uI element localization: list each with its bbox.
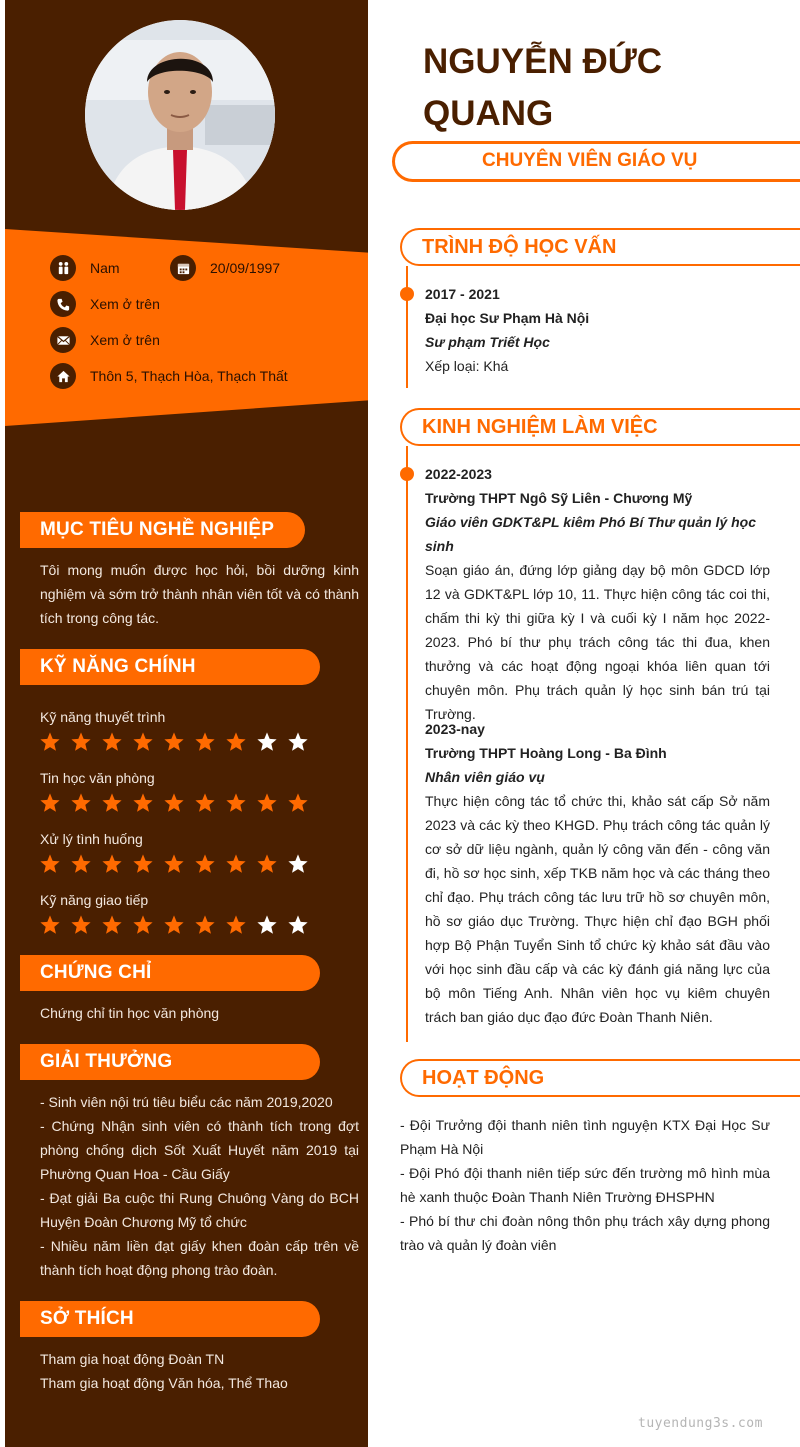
address-row (50, 363, 288, 389)
activity-item: - Phó bí thư chi đoàn nông thôn phụ trách xây dựng phong trào và quản lý đoàn viên (400, 1213, 770, 1253)
birthday-row (170, 255, 280, 281)
experience-company: Trường THPT Hoàng Long - Ba Đình (425, 745, 667, 761)
objective-title: MỤC TIÊU NGHỀ NGHIỆP (20, 512, 305, 548)
certificates-title: CHỨNG CHỈ (20, 955, 320, 991)
activities-list (400, 1113, 770, 1257)
experience-entry (425, 717, 770, 1029)
skill-rating (38, 853, 310, 875)
star-filled-icon (162, 792, 186, 814)
experience-period: 2022-2023 (425, 466, 492, 482)
email-row (50, 327, 160, 353)
star-filled-icon (69, 731, 93, 753)
star-filled-icon (69, 792, 93, 814)
awards-text: - Sinh viên nội trú tiêu biểu các năm 2019,2020 - Chứng Nhận sinh viên có thành tích trong đợt phòng chống dịch Sốt Xuất Huyết năm 2019 tại Phường Quan Hoa - Cầu Giấy - Đạt giải Ba cuộc thi Rung Chuông Vàng do BCH Huyện Đoàn Chương Mỹ tổ chức - Nhiều năm liền đạt giấy khen đoàn cấp trên về thành tích hoạt động phong trào đoàn. (40, 1094, 359, 1278)
email-value[interactable]: Xem ở trên (90, 332, 160, 348)
experience-position: Giáo viên GDKT&PL kiêm Phó Bí Thư quản lý học sinh (425, 514, 757, 554)
star-filled-icon (131, 914, 155, 936)
star-filled-icon (38, 853, 62, 875)
skill-rating (38, 914, 310, 936)
gender-icon (50, 255, 76, 281)
experience-entry (425, 462, 770, 726)
hobbies-list (40, 1347, 359, 1395)
experience-company: Trường THPT Ngô Sỹ Liên - Chương Mỹ (425, 490, 693, 506)
hobby-item: Tham gia hoạt động Văn hóa, Thể Thao (40, 1375, 288, 1391)
address-value: Thôn 5, Thạch Hòa, Thạch Thất (90, 368, 288, 384)
star-empty-icon (286, 853, 310, 875)
gender-row (50, 255, 120, 281)
star-filled-icon (38, 731, 62, 753)
experience-timeline (406, 446, 408, 1042)
awards-title: GIẢI THƯỞNG (20, 1044, 320, 1080)
star-filled-icon (224, 731, 248, 753)
star-filled-icon (100, 853, 124, 875)
star-filled-icon (69, 914, 93, 936)
hobby-item: Tham gia hoạt động Đoàn TN (40, 1351, 225, 1367)
watermark: tuyendung3s.com (638, 1416, 763, 1431)
activity-item: - Đội Trưởng đội thanh niên tình nguyện KTX Đại Học Sư Phạm Hà Nội (400, 1117, 770, 1157)
birthday-value: 20/09/1997 (210, 260, 281, 276)
star-filled-icon (286, 792, 310, 814)
education-title: TRÌNH ĐỘ HỌC VẤN (422, 236, 617, 258)
star-filled-icon (193, 914, 217, 936)
star-filled-icon (162, 914, 186, 936)
left-column (5, 0, 368, 1447)
phone-row (50, 291, 160, 317)
activity-item: - Đội Phó đội thanh niên tiếp sức đến trường mô hình mùa hè xanh thuộc Đoàn Thanh Niên Trường ĐHSPHN (400, 1165, 770, 1205)
education-grade: Xếp loại: Khá (425, 358, 509, 374)
star-empty-icon (255, 731, 279, 753)
timeline-dot (400, 287, 414, 301)
experience-period: 2023-nay (425, 721, 485, 737)
star-filled-icon (100, 914, 124, 936)
star-filled-icon (193, 853, 217, 875)
experience-description: Soạn giáo án, đứng lớp giảng dạy bộ môn GDCD lớp 12 và GDKT&PL lớp 10, 11. Thực hiện công tác coi thi, chấm thi kỳ thi giữa kỳ I và cuối kỳ I năm học 2022-2023. Phó bí thư phụ trách công tác thi đua, khen thưởng và các hoạt động ngoại khóa liên quan tới chuyên môn. Phụ trách quản lý học sinh bán trú tại Trường. (425, 562, 770, 722)
gender-value: Nam (90, 260, 120, 276)
education-timeline (406, 266, 408, 388)
skills-title: KỸ NĂNG CHÍNH (20, 649, 320, 685)
star-filled-icon (131, 853, 155, 875)
star-filled-icon (162, 853, 186, 875)
education-period: 2017 - 2021 (425, 286, 500, 302)
certificates-text: Chứng chỉ tin học văn phòng (40, 1005, 220, 1021)
star-filled-icon (193, 731, 217, 753)
star-filled-icon (69, 853, 93, 875)
full-name: NGUYỄN ĐỨC QUANG (423, 42, 663, 133)
skill-name: Tin học văn phòng (40, 770, 155, 786)
experience-title: KINH NGHIỆM LÀM VIỆC (422, 416, 658, 438)
mail-icon (50, 327, 76, 353)
skill-name: Kỹ năng giao tiếp (40, 892, 149, 908)
phone-icon (50, 291, 76, 317)
star-filled-icon (131, 792, 155, 814)
star-filled-icon (100, 792, 124, 814)
activities-title: HOẠT ĐỘNG (422, 1067, 545, 1089)
star-filled-icon (38, 792, 62, 814)
job-title: CHUYÊN VIÊN GIÁO VỤ (482, 150, 698, 171)
experience-position: Nhân viên giáo vụ (425, 769, 545, 785)
star-filled-icon (193, 792, 217, 814)
star-filled-icon (224, 853, 248, 875)
star-filled-icon (255, 853, 279, 875)
skill-name: Xử lý tình huống (40, 831, 143, 847)
star-empty-icon (255, 914, 279, 936)
hobbies-title: SỞ THÍCH (20, 1301, 320, 1337)
home-icon (50, 363, 76, 389)
objective-text: Tôi mong muốn được học hỏi, bồi dưỡng kinh nghiệm và sớm trở thành nhân viên tốt và có thành tích trong công tác. (40, 562, 359, 626)
avatar (85, 20, 275, 210)
star-filled-icon (100, 731, 124, 753)
skill-rating (38, 792, 310, 814)
timeline-dot (400, 467, 414, 481)
skill-rating (38, 731, 310, 753)
star-filled-icon (224, 914, 248, 936)
star-filled-icon (131, 731, 155, 753)
phone-value[interactable]: Xem ở trên (90, 296, 160, 312)
skill-name: Kỹ năng thuyết trình (40, 709, 166, 725)
education-major: Sư phạm Triết Học (425, 334, 550, 350)
star-empty-icon (286, 914, 310, 936)
star-filled-icon (255, 792, 279, 814)
avatar-photo (85, 20, 275, 210)
star-filled-icon (224, 792, 248, 814)
star-filled-icon (162, 731, 186, 753)
education-entry (425, 282, 770, 378)
experience-description: Thực hiện công tác tổ chức thi, khảo sát cấp Sở năm 2023 và các kỳ theo KHGD. Phụ trách công tác quản lý cơ sở dữ liệu ngành, quản lý công văn đến - công văn đi, hồ sơ học sinh, xếp TKB năm học và các tháng theo chỉ đạo. Phụ trách công tác lưu trữ hồ sơ chuyên môn, hồ sơ giáo dục Trường. Thực hiện chỉ đạo BGH phối hợp Bộ Phận Tuyển Sinh tổ chức kỳ khảo sát đầu vào với học sinh đầu cấp và các kỳ đánh giá năng lực của bộ môn Tiếng Anh. Nhân viên học vụ kiêm chuyên trách ban giáo dục đạo đức Đoàn Thanh Niên. (425, 793, 770, 1025)
calendar-icon (170, 255, 196, 281)
star-empty-icon (286, 731, 310, 753)
star-filled-icon (38, 914, 62, 936)
education-school: Đại học Sư Phạm Hà Nội (425, 310, 590, 326)
